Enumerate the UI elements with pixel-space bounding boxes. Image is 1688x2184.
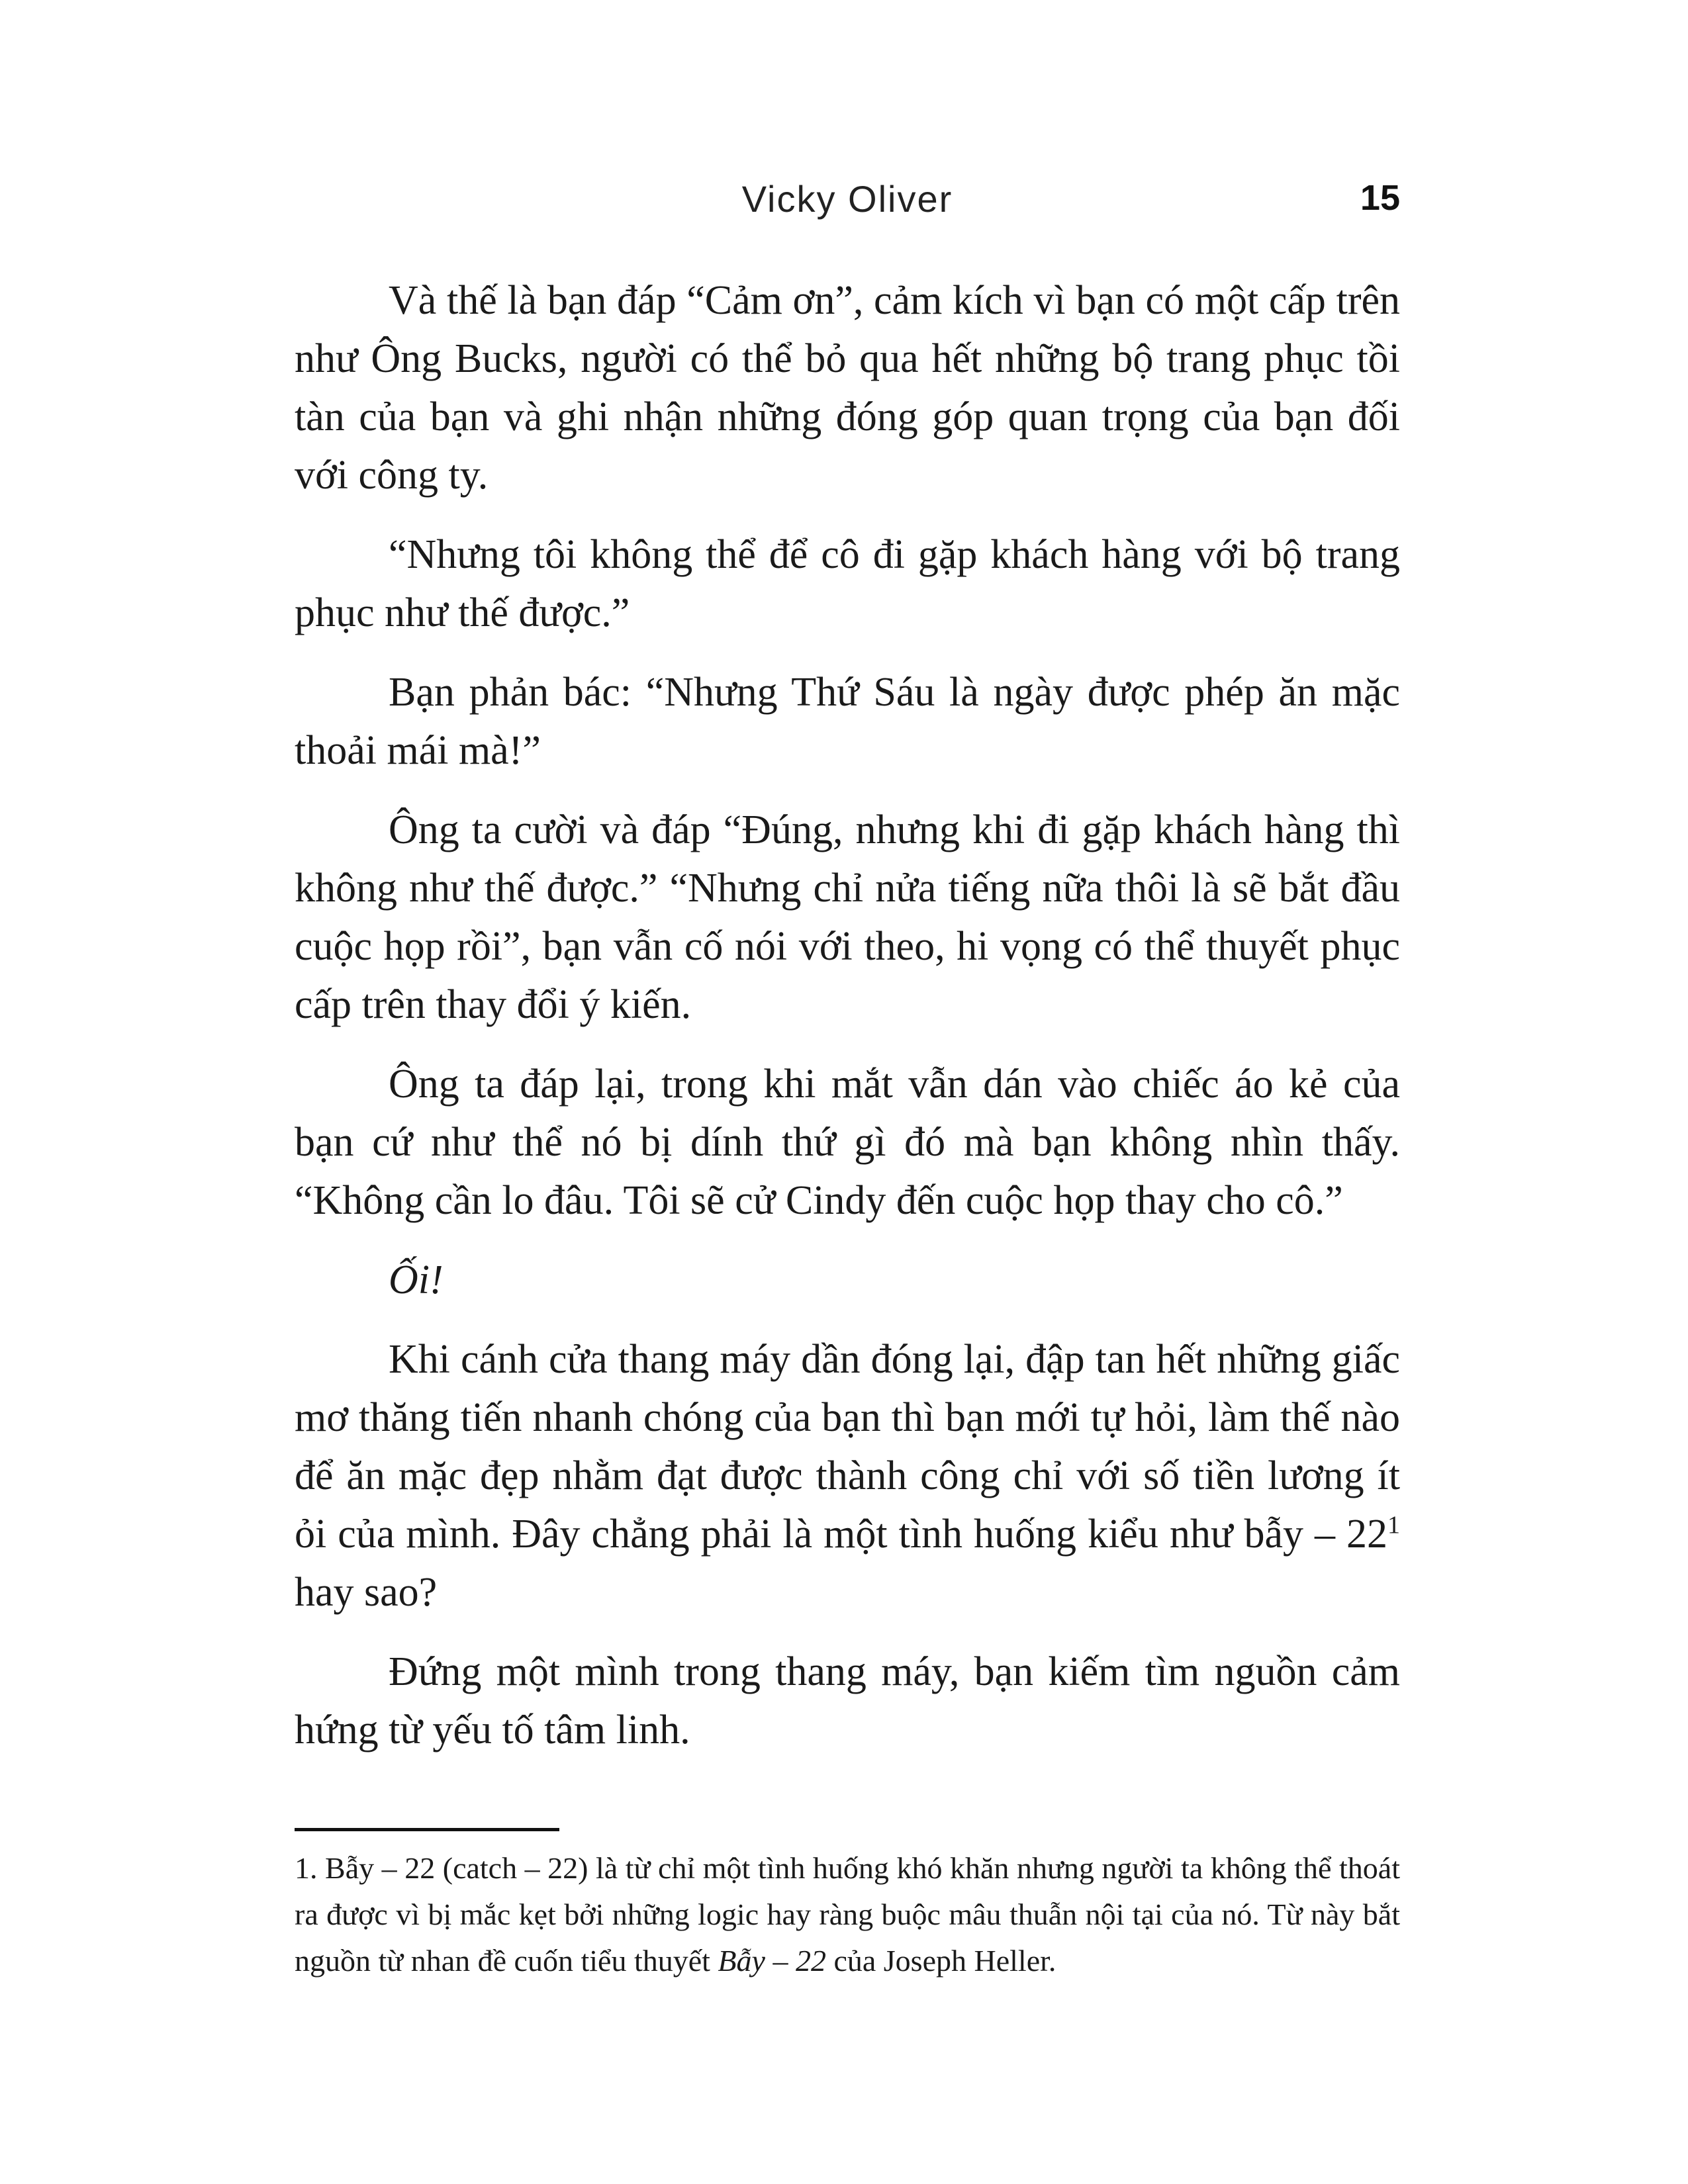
page-header xyxy=(295,177,1400,237)
footnote-divider xyxy=(295,1828,559,1831)
running-head-author: Vicky Oliver xyxy=(741,178,953,220)
footnote-reference[interactable]: 1 xyxy=(1387,1511,1400,1539)
footnote-text: 1. Bẫy – 22 (catch – 22) là từ chỉ một tình huống khó khăn nhưng người ta không thể thoát ra được vì bị mắc kẹt bởi những logic hay ràng buộc mâu thuẫn nội tại của nó. Từ này bắt nguồn từ nhan đề cuốn tiểu thuyết xyxy=(295,1851,1400,1978)
paragraph-text: Khi cánh cửa thang máy dần đóng lại, đập tan hết những giấc mơ thăng tiến nhanh chóng của bạn thì bạn mới tự hỏi, làm thế nào để ăn mặc đẹp nhằm đạt được thành công chỉ với số tiền lương ít ỏi của mình. Đây chẳng phải là một tình huống kiểu như bẫy – 22 xyxy=(295,1337,1400,1557)
paragraph: Đứng một mình trong thang máy, bạn kiếm tìm nguồn cảm hứng từ yếu tố tâm linh. xyxy=(295,1649,1400,1752)
page-number: 15 xyxy=(1360,178,1400,218)
footnote-book-title: Bẫy – 22 xyxy=(718,1944,826,1978)
paragraph-with-footnote xyxy=(295,1330,1400,1621)
exclamation: Ối! xyxy=(389,1257,444,1302)
paragraph: “Nhưng tôi không thể để cô đi gặp khách hàng với bộ trang phục như thế được.” xyxy=(295,532,1400,635)
paragraph: Bạn phản bác: “Nhưng Thứ Sáu là ngày được phép ăn mặc thoải mái mà!” xyxy=(295,670,1400,773)
paragraph: Và thế là bạn đáp “Cảm ơn”, cảm kích vì bạn có một cấp trên như Ông Bucks, người có thể bỏ qua hết những bộ trang phục tồi tàn của bạn và ghi nhận những đóng góp quan trọng của bạn đối với công ty. xyxy=(295,278,1400,498)
footnote-text-end: của Joseph Heller. xyxy=(825,1944,1056,1978)
paragraph-text-end: hay sao? xyxy=(295,1570,438,1615)
footnote xyxy=(295,1845,1400,1984)
main-text xyxy=(295,271,1400,1780)
paragraph: Ông ta đáp lại, trong khi mắt vẫn dán vào chiếc áo kẻ của bạn cứ như thể nó bị dính thứ gì đó mà bạn không nhìn thấy. “Không cần lo đâu. Tôi sẽ cử Cindy đến cuộc họp thay cho cô.” xyxy=(295,1062,1400,1223)
paragraph: Ông ta cười và đáp “Đúng, nhưng khi đi gặp khách hàng thì không như thế được.” “Nhưng chỉ nửa tiếng nữa thôi là sẽ bắt đầu cuộc họp rồi”, bạn vẫn cố nói với theo, hi vọng có thể thuyết phục cấp trên thay đổi ý kiến. xyxy=(295,807,1400,1027)
